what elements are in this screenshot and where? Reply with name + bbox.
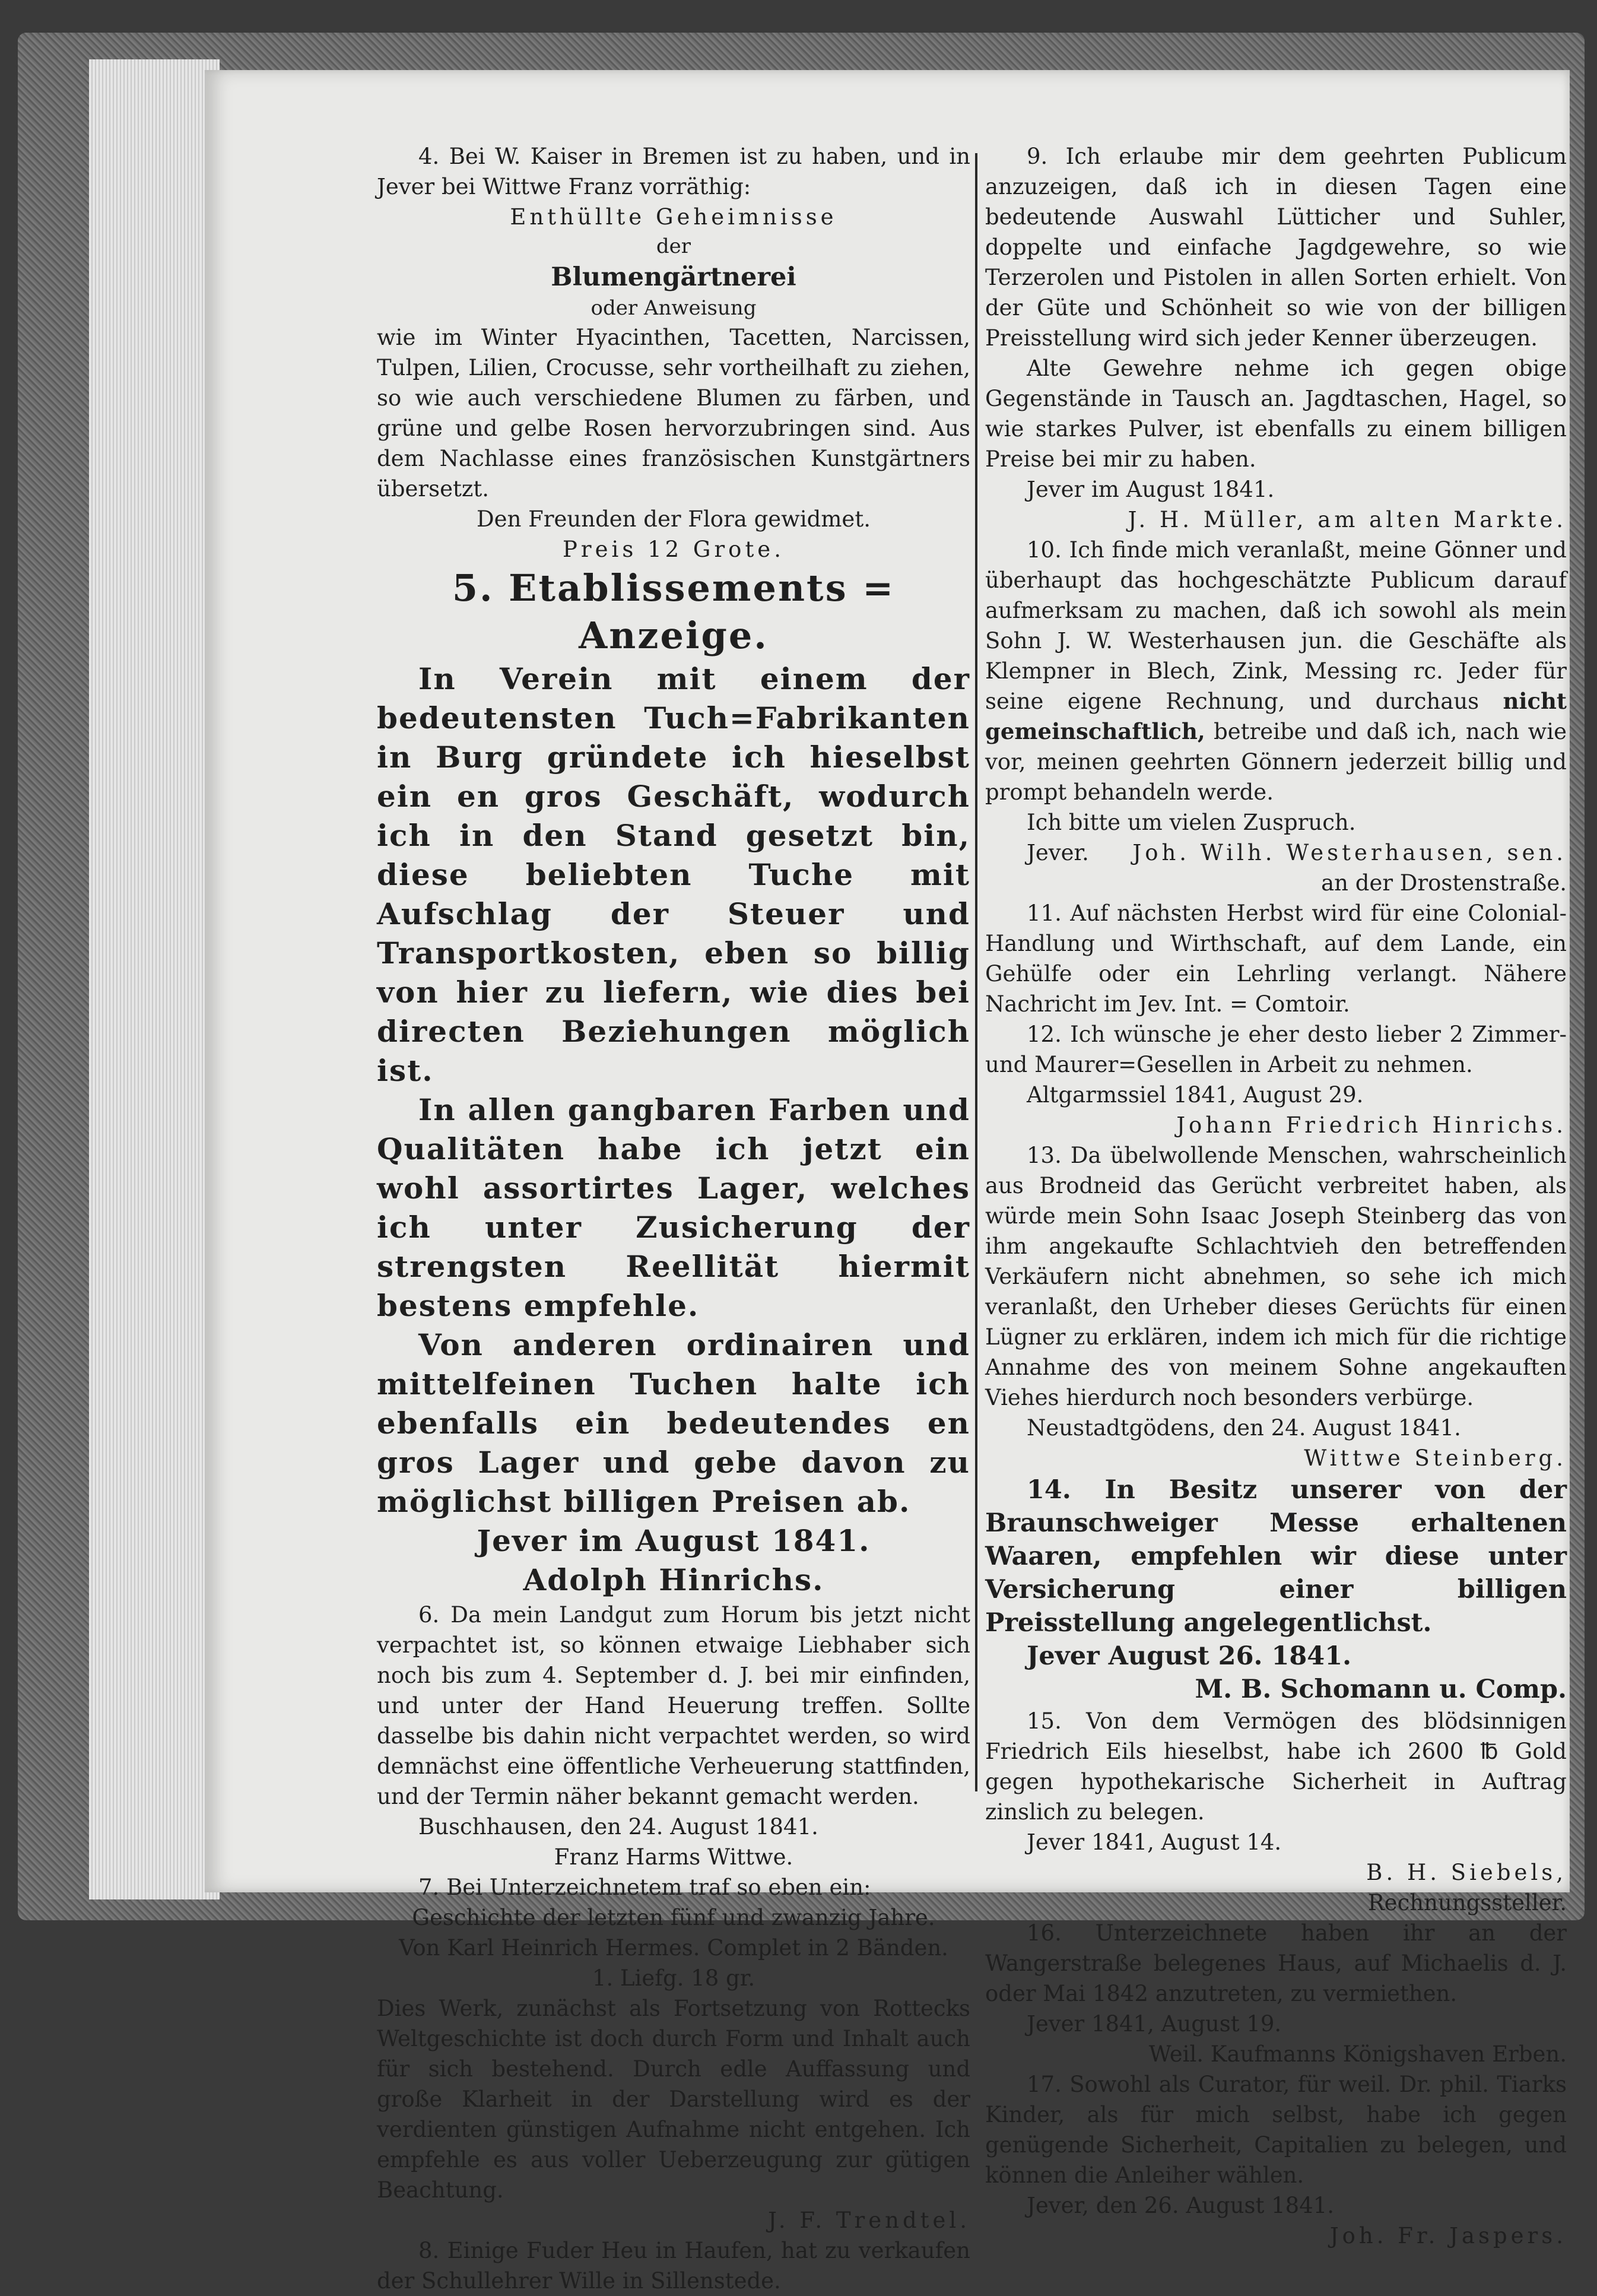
page-edges	[89, 59, 220, 1899]
ad-7-body: Dies Werk, zunächst als Fortsetzung von Rottecks Weltgeschichte ist doch durch Form und Inhalt auch für sich bestehend. Durch edle Auffassung und große Klarheit in der Darstellung wird es der verdienten günstigen Aufnahme nicht entgehen. Ich empfehle es aus voller Ueberzeugung zur gütigen Beachtung.	[377, 1996, 970, 2203]
ad-10	[985, 535, 1567, 898]
ad-16-body: 16. Unterzeichnete haben ihr an der Wangerstraße belegenes Haus, auf Michaelis d. J. oder Mai 1842 anzutreten, zu vermiethen.	[985, 1920, 1567, 2006]
ad-12-date: Altgarmssiel 1841, August 29.	[1027, 1082, 1364, 1108]
ad-10-text-c: betreibe und daß ich, nach wie vor, meinen geehrten Gönnern jederzeit billig und prompt behandeln werde.	[985, 719, 1567, 805]
ad-12	[985, 1019, 1567, 1140]
ad-10-signature-line	[985, 838, 1567, 868]
ad-5	[377, 565, 970, 1600]
ad-10-place: Jever.	[1027, 840, 1089, 865]
ad-7-intro: 7. Bei Unterzeichnetem traf so eben ein:	[418, 1875, 871, 1900]
ad-10-signature: Joh. Wilh. Westerhausen, sen.	[1132, 840, 1567, 865]
ad-12-signature: Johann Friedrich Hinrichs.	[1176, 1112, 1567, 1138]
ad-10-address: an der Drostenstraße.	[1321, 870, 1567, 896]
ad-8	[377, 2235, 970, 2296]
ad-4-title-1: Enthüllte Geheimnisse	[510, 204, 837, 230]
ad-4-title-4: oder Anweisung	[590, 296, 757, 320]
ad-7-book-title: Geschichte der letzten fünf und zwanzig Jahre.	[412, 1905, 935, 1930]
ad-4-body: wie im Winter Hyacinthen, Tacetten, Narcissen, Tulpen, Lilien, Crocusse, sehr vortheilhaft zu ziehen, so wie auch verschiedene Blumen zu färben, und grüne und gelbe Rosen hervorzubringen sind. Aus dem Nachlasse eines französischen Kunstgärtners übersetzt.	[377, 325, 970, 502]
ad-7-author: Von Karl Heinrich Hermes. Complet in 2 Bänden.	[399, 1935, 948, 1961]
ad-6-body: 6. Da mein Landgut zum Horum bis jetzt nicht verpachtet ist, so können etwaige Liebhaber sich noch bis zum 4. September d. J. bei mir einfinden, und unter der Hand Heuerung treffen. Sollte dasselbe bis dahin nicht verpachtet werden, so wird demnächst eine öffentliche Verheuerung stattfinden, und der Termin näher bekannt gemacht werden.	[377, 1602, 970, 1809]
ad-15-date: Jever 1841, August 14.	[1027, 1829, 1282, 1855]
ad-16	[985, 1918, 1567, 2069]
ad-17-signature: Joh. Fr. Jaspers.	[1329, 2223, 1567, 2249]
ad-10-paragraph-2: Ich bitte um vielen Zuspruch.	[1027, 810, 1356, 835]
ad-4-price: Preis 12 Grote.	[563, 537, 785, 562]
ad-7-signature: J. F. Trendtel.	[767, 2208, 970, 2233]
ad-15-signature: B. H. Siebels,	[1366, 1860, 1567, 1885]
ad-4-dedication: Den Freunden der Flora gewidmet.	[477, 506, 871, 532]
right-column	[985, 141, 1567, 2251]
ad-6-date: Buschhausen, den 24. August 1841.	[418, 1814, 818, 1840]
ad-9-signature: J. H. Müller, am alten Markte.	[1128, 507, 1567, 532]
ad-4-title-main: Blumengärtnerei	[551, 262, 796, 292]
ad-17	[985, 2069, 1567, 2251]
ad-15-body: 15. Von dem Vermögen des blödsinnigen Friedrich Eils hieselbst, habe ich 2600 ℔ Gold gegen hypothekarische Sicherheit in Auftrag zinslich zu belegen.	[985, 1708, 1567, 1825]
ad-5-paragraph-2: In allen gangbaren Farben und Qualitäten habe ich jetzt ein wohl assortirtes Lager, welches ich unter Zusicherung der strengsten Reellität hiermit bestens empfehle.	[377, 1092, 970, 1323]
ad-5-paragraph-1: In Verein mit einem der bedeutensten Tuch=Fabrikanten in Burg gründete ich hieselbst ein en gros Geschäft, wodurch ich in den Stand gesetzt bin, diese beliebten Tuche mit Aufschlag der Steuer und Transportkosten, eben so billig von hier zu liefern, wie dies bei directen Beziehungen möglich ist.	[377, 661, 970, 1088]
ad-17-date: Jever, den 26. August 1841.	[1027, 2193, 1335, 2218]
ad-14-date: Jever August 26. 1841.	[1027, 1641, 1352, 1671]
left-column	[377, 141, 970, 2296]
ad-5-date: Jever im August 1841.	[477, 1523, 871, 1558]
ad-11-body: 11. Auf nächsten Herbst wird für eine Colonial-Handlung und Wirthschaft, auf dem Lande, ein Gehülfe oder ein Lehrling verlangt. Nähere Nachricht im Jev. Int. = Comtoir.	[985, 900, 1567, 1017]
ad-9	[985, 141, 1567, 535]
ad-8-body: 8. Einige Fuder Heu in Haufen, hat zu verkaufen der Schullehrer Wille in Sillenstede.	[377, 2238, 970, 2294]
ad-13-date: Neustadtgödens, den 24. August 1841.	[1027, 1415, 1461, 1441]
ad-10-text-a: 10. Ich finde mich veranlaßt, meine Gönner und überhaupt das hochgeschätzte Publicum darauf aufmerksam zu machen, daß ich sowohl als mein Sohn J. W. Westerhausen jun. die Geschäfte als Klempner in Blech, Zink, Messing rc. Jeder für seine eigene Rechnung, und durchaus	[985, 537, 1567, 714]
ad-4-title-2: der	[656, 234, 691, 258]
ad-9-date: Jever im August 1841.	[1027, 477, 1275, 502]
newspaper-page	[205, 70, 1570, 2294]
ad-13	[985, 1140, 1567, 1473]
ad-4-intro: 4. Bei W. Kaiser in Bremen ist zu haben, und in Jever bei Wittwe Franz vorräthig:	[377, 144, 970, 199]
ad-5-paragraph-3: Von anderen ordinairen und mittelfeinen Tuchen halte ich ebenfalls ein bedeutendes en gros Lager und gebe davon zu möglichst billigen Preisen ab.	[377, 1327, 970, 1519]
ad-14-signature: M. B. Schomann u. Comp.	[1195, 1675, 1567, 1704]
ad-15-title: Rechnungssteller.	[1367, 1890, 1567, 1916]
ad-16-signature: Weil. Kaufmanns Königshaven Erben.	[1148, 2041, 1567, 2067]
ad-6-signature: Franz Harms Wittwe.	[554, 1844, 793, 1870]
ad-4	[377, 141, 970, 565]
ad-6	[377, 1600, 970, 1872]
ad-17-body: 17. Sowohl als Curator, für weil. Dr. phil. Tiarks Kinder, als für mich selbst, habe ich gegen genügende Sicherheit, Capitalien zu belegen, und können die Anleiher wählen.	[985, 2072, 1567, 2188]
ad-10-emphasis: nicht gemeinschaftlich,	[985, 688, 1567, 744]
ad-13-signature: Wittwe Steinberg.	[1304, 1445, 1567, 1471]
ad-10-paragraph-1	[985, 535, 1567, 807]
column-rule	[975, 153, 977, 1791]
ad-5-signature: Adolph Hinrichs.	[523, 1562, 824, 1597]
ad-12-body: 12. Ich wünsche je eher desto lieber 2 Zimmer- und Maurer=Gesellen in Arbeit zu nehmen.	[985, 1022, 1567, 1077]
ad-9-paragraph-1: 9. Ich erlaube mir dem geehrten Publicum anzuzeigen, daß ich in diesen Tagen eine bedeutende Auswahl Lütticher und Suhler, doppelte und einfache Jagdgewehre, so wie Terzerolen und Pistolen in allen Sorten erhielt. Von der Güte und Schönheit so wie von der billigen Preisstellung wird sich jeder Kenner überzeugen.	[985, 144, 1567, 351]
ad-13-body: 13. Da übelwollende Menschen, wahrscheinlich aus Brodneid das Gerücht verbreitet haben, als würde mein Sohn Isaac Joseph Steinberg das von ihm angekaufte Schlachtvieh den betreffenden Verkäufern nicht abnehmen, so sehe ich mich veranlaßt, den Urheber dieses Gerüchts für einen Lügner zu erklären, indem ich mich für die richtige Annahme des von meinem Sohne angekauften Viehes hierdurch noch besonders verbürge.	[985, 1143, 1567, 1410]
ad-16-date: Jever 1841, August 19.	[1027, 2011, 1282, 2037]
ad-11	[985, 898, 1567, 1019]
ad-7	[377, 1872, 970, 2235]
ad-9-paragraph-2: Alte Gewehre nehme ich gegen obige Gegenstände in Tausch an. Jagdtaschen, Hagel, so wie starkes Pulver, ist ebenfalls zu einem billigen Preise bei mir zu haben.	[985, 356, 1567, 472]
ad-15	[985, 1706, 1567, 1918]
ad-14	[985, 1473, 1567, 1706]
ad-14-body: 14. In Besitz unserer von der Braunschweiger Messe erhaltenen Waaren, empfehlen wir diese unter Versicherung einer billigen Preisstellung angelegentlichst.	[985, 1475, 1567, 1638]
ad-7-price: 1. Liefg. 18 gr.	[592, 1965, 755, 1991]
ad-5-heading: 5. Etablissements = Anzeige.	[452, 566, 896, 657]
